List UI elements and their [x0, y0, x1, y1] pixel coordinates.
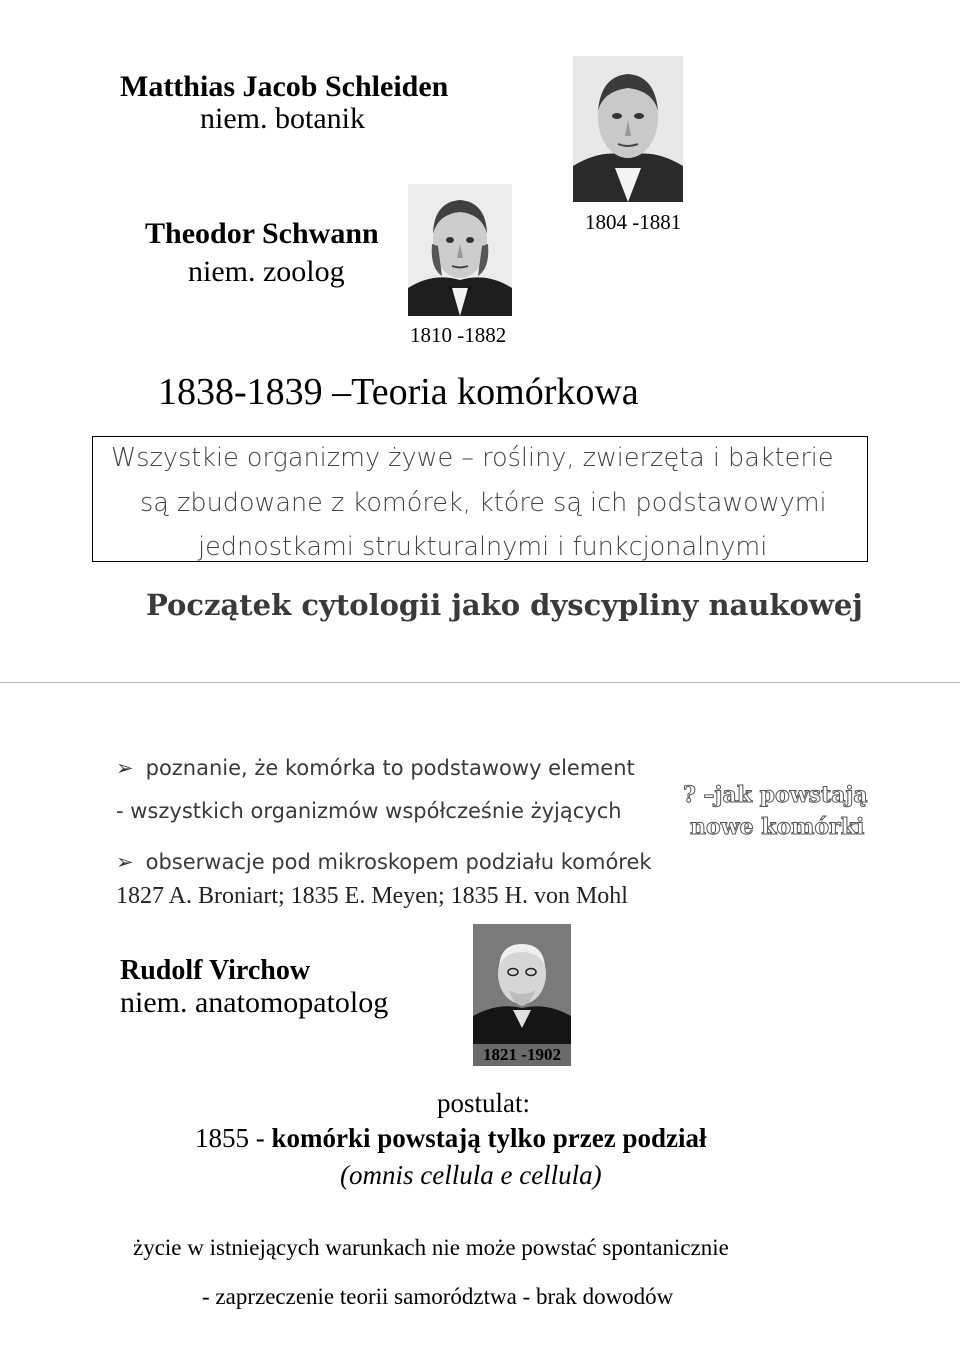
bullet-1-continuation: - wszystkich organizmów współcześnie żyjących: [116, 799, 622, 823]
definition-line-2: są zbudowane z komórek, które są ich podstawowymi: [140, 488, 827, 518]
question-line-1: ? –jak powstają: [683, 782, 868, 808]
schleiden-name: Matthias Jacob Schleiden: [120, 70, 449, 103]
question-line-2: nowe komórki: [690, 814, 865, 840]
cytology-heading: Początek cytologii jako dyscypliny naukowej: [146, 588, 863, 622]
arrow-bullet-icon: ➢: [116, 756, 134, 780]
virchow-name: Rudolf Virchow: [120, 955, 311, 986]
schleiden-role: niem. botanik: [200, 102, 365, 135]
conclusion-line-1: życie w istniejących warunkach nie może powstać spontanicznie: [133, 1235, 729, 1260]
postulat-statement: [195, 1123, 707, 1154]
schleiden-portrait: [573, 56, 683, 202]
researchers-line: 1827 A. Broniart; 1835 E. Meyen; 1835 H. von Mohl: [116, 883, 628, 909]
definition-line-1: Wszystkie organizmy żywe – rośliny, zwierzęta i bakterie: [111, 443, 834, 473]
arrow-bullet-icon: ➢: [116, 850, 134, 874]
bullet-1: [116, 756, 635, 780]
latin-phrase: (omnis cellula e cellula): [340, 1160, 602, 1190]
bullet-2-text: obserwacje pod mikroskopem podziału komórek: [145, 850, 652, 874]
bullet-2: [116, 850, 652, 874]
bullet-1-text: poznanie, że komórka to podstawowy element: [145, 756, 635, 780]
schleiden-years: 1804 -1881: [585, 210, 682, 234]
definition-line-3: jednostkami strukturalnymi i funkcjonalnymi: [198, 532, 768, 562]
virchow-years-badge: 1821 -1902: [473, 1044, 571, 1066]
postulat-year: 1855 -: [195, 1123, 272, 1153]
postulat-label: postulat:: [437, 1088, 530, 1118]
theory-title: 1838-1839 –Teoria komórkowa: [158, 371, 639, 413]
schwann-portrait: [408, 184, 512, 316]
schwann-years: 1810 -1882: [410, 323, 507, 347]
virchow-portrait: [473, 924, 571, 1044]
virchow-role: niem. anatomopatolog: [120, 986, 389, 1019]
conclusion-line-2: - zaprzeczenie teorii samorództwa - brak dowodów: [202, 1284, 674, 1309]
schwann-role: niem. zoolog: [188, 255, 345, 288]
schwann-name: Theodor Schwann: [145, 217, 379, 250]
slide-divider: [0, 682, 960, 683]
postulat-text: komórki powstają tylko przez podział: [271, 1123, 707, 1153]
